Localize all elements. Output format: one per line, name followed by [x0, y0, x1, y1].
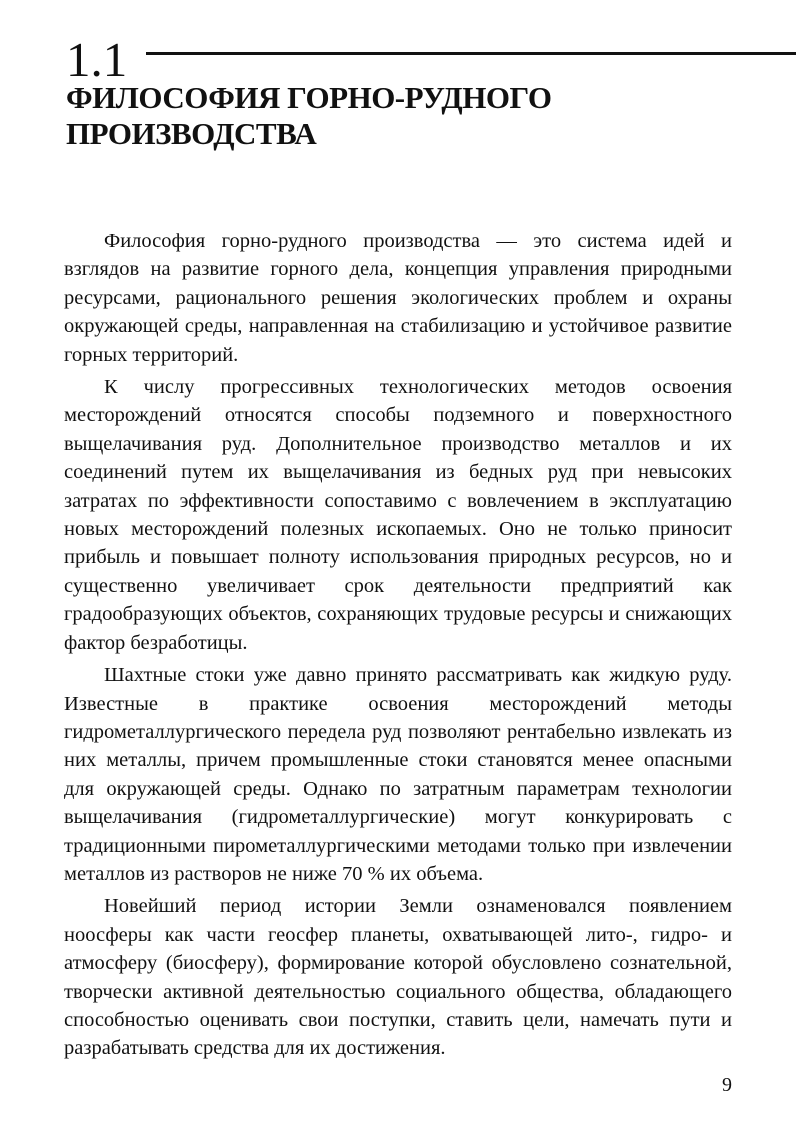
paragraph: Философия горно-рудного производства — это система идей и взглядов на развитие горного дела, концепция управления природными ресурсами, рационального решения экологических проблем и охраны окружающей среды, направленная на стабилизацию и устойчивое развитие горных территорий.: [64, 230, 732, 366]
section-number: 1.1: [66, 32, 128, 87]
section-title: [66, 80, 706, 152]
body-text: [64, 227, 732, 1067]
heading-rule: [146, 52, 796, 55]
section-title-line-2: ПРОИЗВОДСТВА: [66, 116, 317, 151]
paragraph: К числу прогрессивных технологических методов освоения месторождений относятся способы подземного и поверхностного выщелачивания руд. Дополнительное производство металлов и их соединений путем их выщелачивания из бедных руд при невысоких затратах по эффективности сопоставимо с вовлечением в эксплуатацию новых месторождений полезных ископаемых. Оно не только приносит прибыль и повышает полноту использования природных ресурсов, но и существенно увеличивает срок деятельности предприятий как градообразующих объектов, сохраняющих трудовые ресурсы и снижающих фактор безработицы.: [64, 376, 732, 654]
section-title-line-1: ФИЛОСОФИЯ ГОРНО-РУДНОГО: [66, 80, 552, 115]
paragraph: Шахтные стоки уже давно принято рассматривать как жидкую руду. Известные в практике освоения месторождений методы гидрометаллургического передела руд позволяют рентабельно извлекать из них металлы, причем промышленные стоки становятся менее опасными для окружающей среды. Однако по затратным параметрам технологии выщелачивания (гидрометаллургические) могут конкурировать с традиционными пирометаллургическими методами только при извлечении металлов из растворов не ниже 70 % их объема.: [64, 664, 732, 885]
paragraph: Новейший период истории Земли ознаменовался появлением ноосферы как части геосфер планеты, охватывающей лито-, гидро- и атмосферу (биосферу), формирование которой обусловлено сознательной, творчески активной деятельностью социального общества, обладающего способностью оценивать свои поступки, ставить цели, намечать пути и разрабатывать средства для их достижения.: [64, 895, 732, 1060]
page-number: 9: [722, 1074, 732, 1096]
